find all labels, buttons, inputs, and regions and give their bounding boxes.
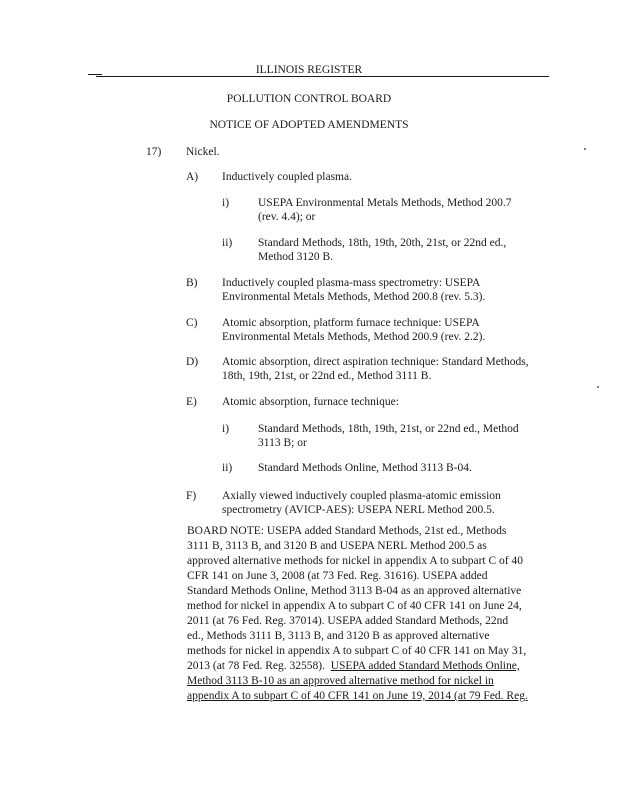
item-c-label: C) xyxy=(186,317,198,329)
board-note-added-line: Method 3113 B-10 as an approved alternative method for nickel in xyxy=(187,675,494,687)
board-note-line: methods for nickel in appendix A to subpart C of 40 CFR 141 on May 31, xyxy=(187,645,527,657)
item-a-i-line1: USEPA Environmental Metals Methods, Method 200.7 xyxy=(258,197,512,209)
register-title: ILLINOIS REGISTER xyxy=(255,64,363,76)
item-a-ii-line2: Method 3120 B. xyxy=(258,251,334,263)
board-note-line: 3111 B, 3113 B, and 3120 B and USEPA NERL Method 200.5 as xyxy=(187,540,487,552)
board-note-added-line: appendix A to subpart C of 40 CFR 141 on June 19, 2014 (at 79 Fed. Reg. xyxy=(187,690,528,702)
item-e-i-label: i) xyxy=(222,423,230,435)
item-d-line2: 18th, 19th, 21st, or 22nd ed., Method 3111 B. xyxy=(222,370,432,382)
board-note-line: approved alternative methods for nickel in appendix A to subpart C of 40 xyxy=(187,555,523,567)
section-title: Nickel. xyxy=(186,146,220,158)
item-b-label: B) xyxy=(186,277,198,289)
item-a-label: A) xyxy=(186,171,199,183)
item-e-text: Atomic absorption, furnace technique: xyxy=(222,396,399,408)
item-f-line2: spectrometry (AVICP-AES): USEPA NERL Method 200.5. xyxy=(222,504,495,516)
board-note-line: method for nickel in appendix A to subpart C of 40 CFR 141 on June 24, xyxy=(187,600,522,612)
board-note-line: ed., Methods 3111 B, 3113 B, and 3120 B as approved alternative xyxy=(187,630,490,642)
board-note-line: 2011 (at 76 Fed. Reg. 37014). USEPA added Standard Methods, 22nd xyxy=(187,615,509,627)
board-note-line-mixed xyxy=(187,659,559,674)
board-note-line: CFR 141 on June 3, 2008 (at 73 Fed. Reg. 31616). USEPA added xyxy=(187,570,488,582)
scan-speck xyxy=(597,386,599,388)
item-e-label: E) xyxy=(186,396,197,408)
board-note-line: Standard Methods Online, Method 3113 B-04 as an approved alternative xyxy=(187,585,522,597)
item-e-i-line1: Standard Methods, 18th, 19th, 21st, or 22nd ed., Method xyxy=(258,423,519,435)
item-e-ii-label: ii) xyxy=(222,462,233,474)
item-a-i-line2: (rev. 4.4); or xyxy=(258,211,316,223)
item-d-line1: Atomic absorption, direct aspiration technique: Standard Methods, xyxy=(222,356,529,368)
item-a-ii-line1: Standard Methods, 18th, 19th, 20th, 21st, or 22nd ed., xyxy=(258,237,507,249)
item-b-line2: Environmental Metals Methods, Method 200.8 (rev. 5.3). xyxy=(222,291,486,303)
item-e-i-line2: 3113 B; or xyxy=(258,437,307,449)
item-c-line1: Atomic absorption, platform furnace technique: USEPA xyxy=(222,317,480,329)
board-note-text: 2013 (at 78 Fed. Reg. 32558). xyxy=(187,660,331,672)
item-d-label: D) xyxy=(186,356,199,368)
item-a-i-label: i) xyxy=(222,197,230,209)
board-note-line: BOARD NOTE: USEPA added Standard Methods, 21st ed., Methods xyxy=(187,525,507,537)
section-number: 17) xyxy=(146,146,162,158)
item-a-ii-label: ii) xyxy=(222,237,233,249)
item-c-line2: Environmental Metals Methods, Method 200.9 (rev. 2.2). xyxy=(222,331,486,343)
board-note xyxy=(187,524,559,704)
item-b-line1: Inductively coupled plasma-mass spectrometry: USEPA xyxy=(222,277,481,289)
agency-title: POLLUTION CONTROL BOARD xyxy=(226,93,392,105)
notice-title: NOTICE OF ADOPTED AMENDMENTS xyxy=(209,119,409,131)
item-a-text: Inductively coupled plasma. xyxy=(222,171,352,183)
board-note-added-text: USEPA added Standard Methods Online, xyxy=(330,660,520,672)
scan-speck xyxy=(584,148,586,150)
item-e-ii-line1: Standard Methods Online, Method 3113 B-04. xyxy=(258,462,472,474)
item-f-label: F) xyxy=(186,490,197,502)
item-f-line1: Axially viewed inductively coupled plasma-atomic emission xyxy=(222,490,501,502)
